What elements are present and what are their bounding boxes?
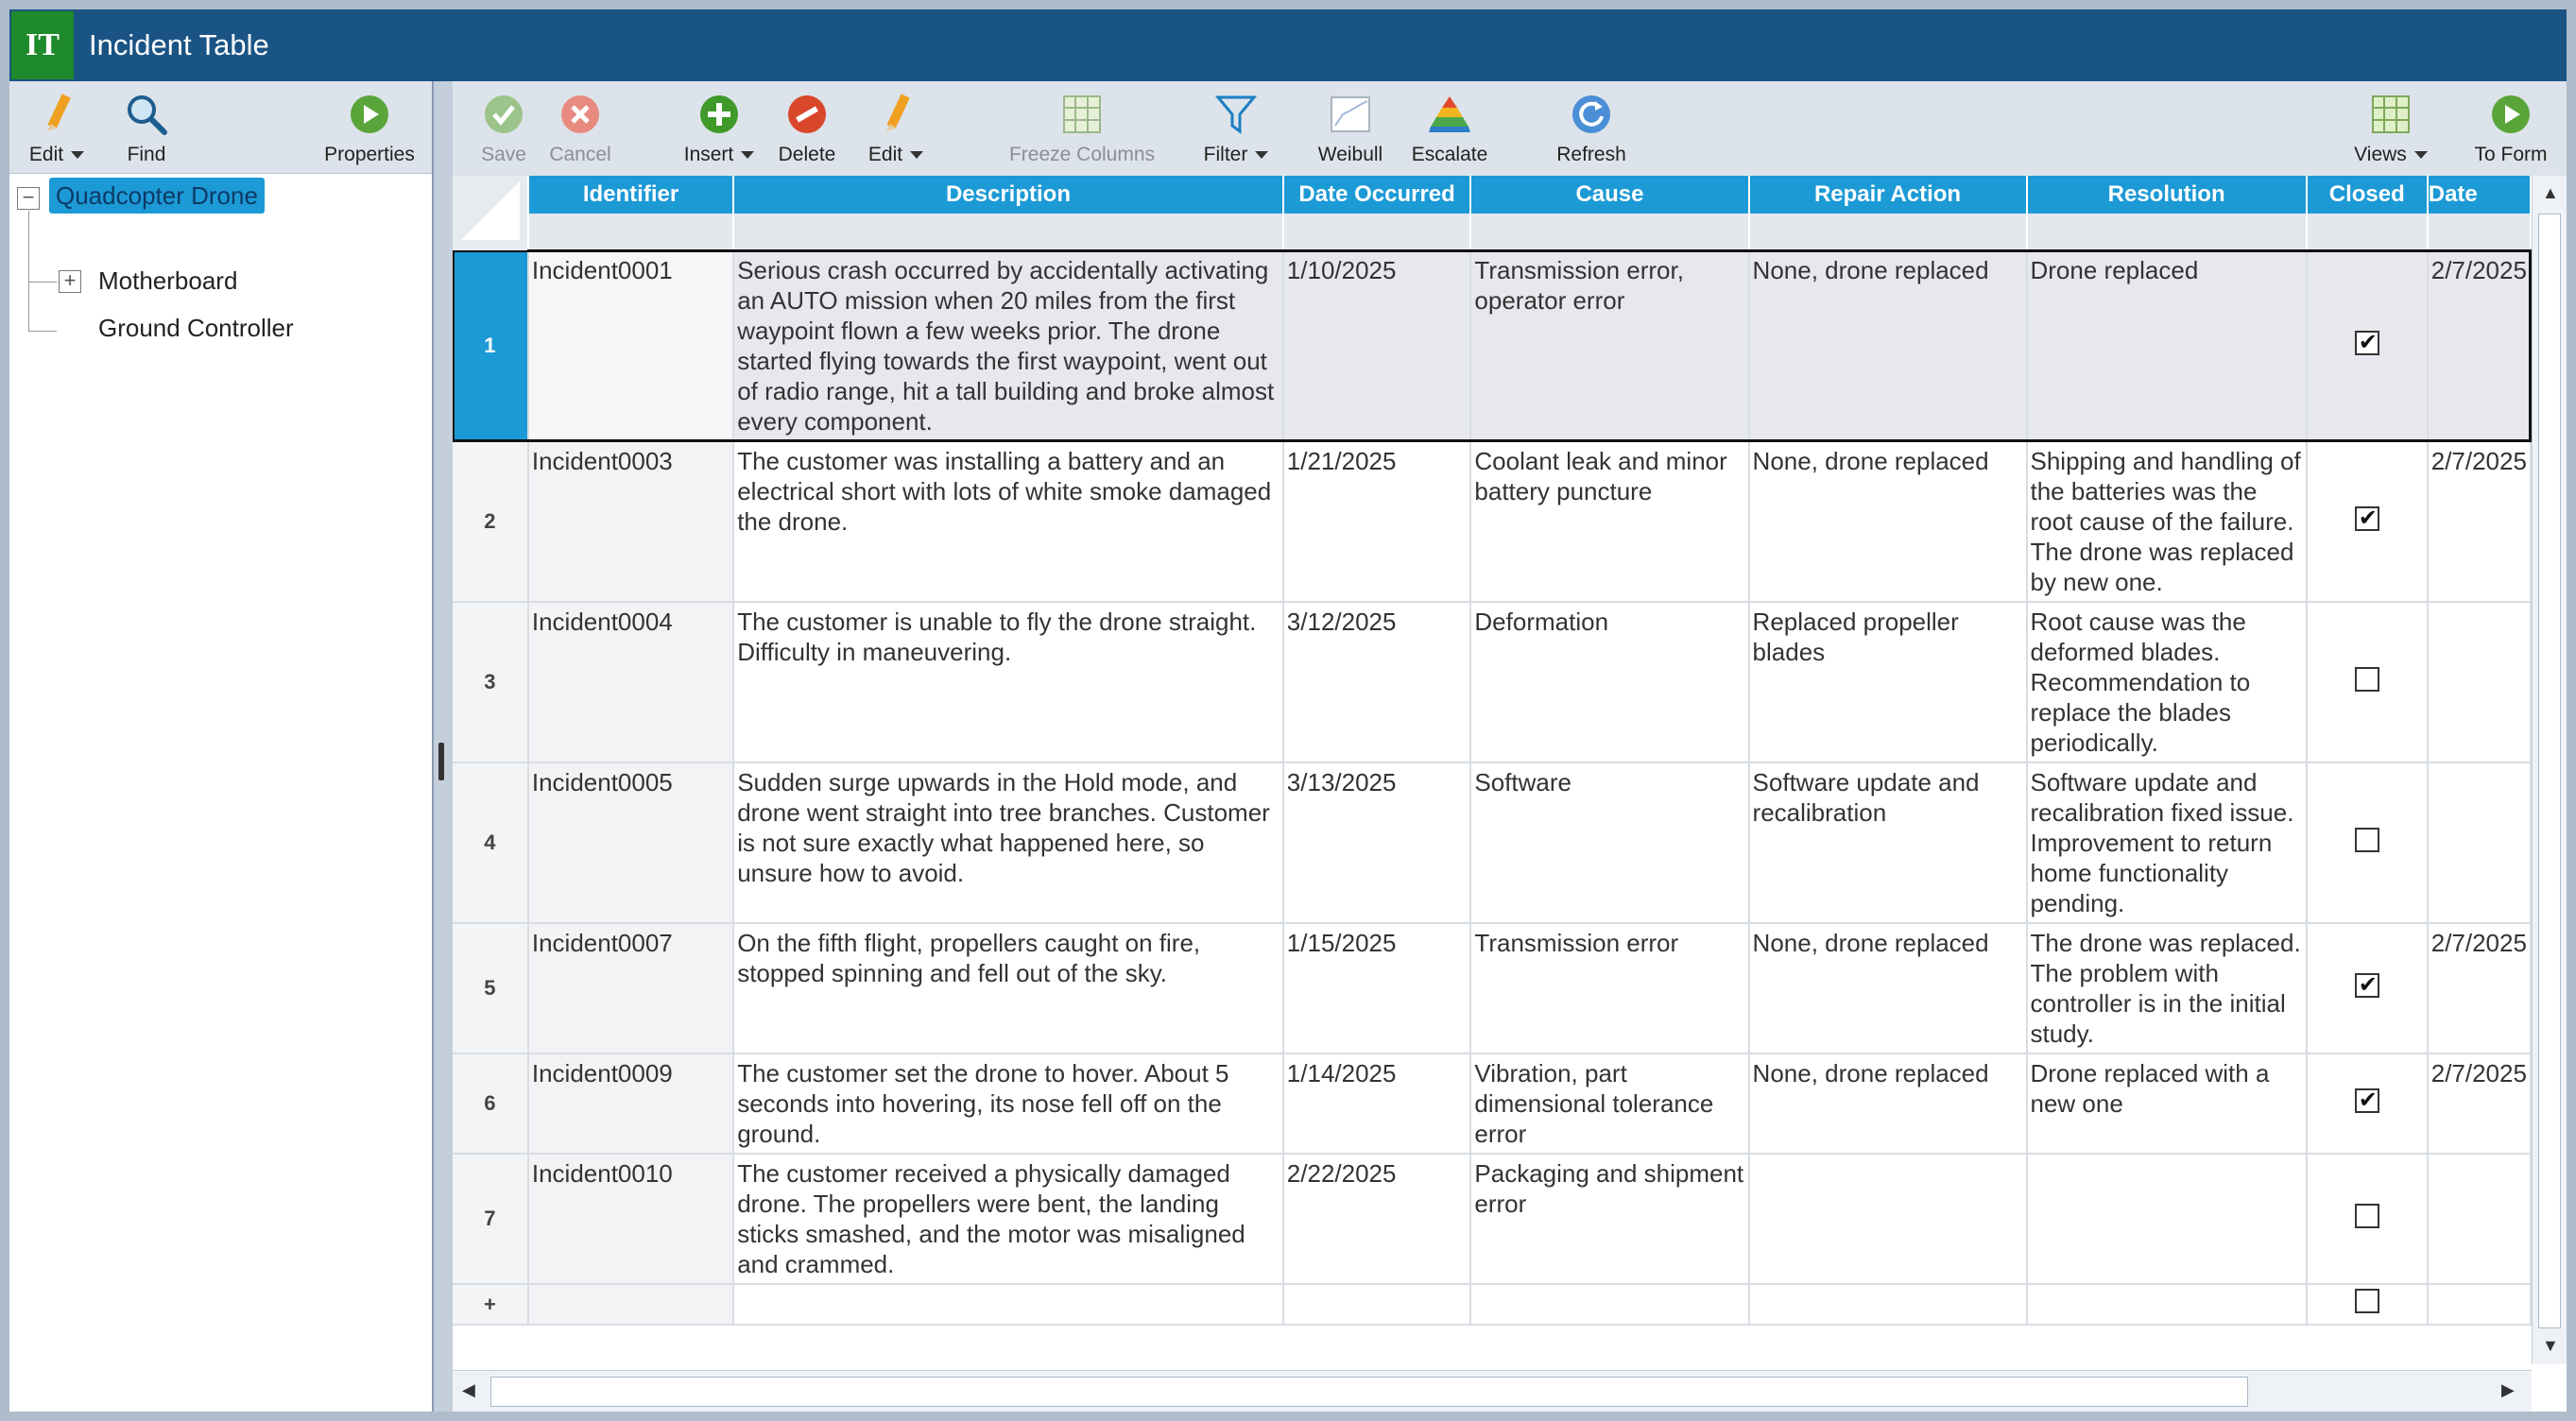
row-number[interactable]: 2 bbox=[453, 441, 528, 602]
freeze-columns-label: Freeze Columns bbox=[1008, 144, 1156, 165]
properties-label: Properties bbox=[324, 144, 415, 165]
app-logo: IT bbox=[11, 11, 74, 79]
cell-repair-action[interactable] bbox=[1749, 1154, 2027, 1284]
cell-date[interactable] bbox=[2428, 1284, 2531, 1325]
cancel-icon bbox=[557, 91, 604, 138]
cell-closed[interactable] bbox=[2307, 441, 2428, 602]
cell-description[interactable]: The customer set the drone to hover. About 5 seconds into hovering, its nose fell off on the ground. bbox=[733, 1053, 1283, 1154]
table-row[interactable] bbox=[453, 762, 2531, 923]
cell-identifier[interactable]: Incident0004 bbox=[528, 602, 733, 762]
save-button[interactable] bbox=[475, 81, 532, 174]
cell-description[interactable] bbox=[733, 1284, 1283, 1325]
to-form-label: To Form bbox=[2474, 144, 2548, 165]
collapse-icon[interactable]: − bbox=[17, 187, 40, 210]
row-number[interactable]: 4 bbox=[453, 762, 528, 923]
pyramid-icon bbox=[1426, 91, 1473, 138]
cell-resolution[interactable]: The drone was replaced. The problem with controller is in the initial study. bbox=[2027, 923, 2307, 1053]
cell-identifier[interactable]: Incident0005 bbox=[528, 762, 733, 923]
grid-icon bbox=[2367, 91, 2414, 138]
main-toolbar bbox=[453, 81, 2567, 176]
views-button[interactable] bbox=[2348, 81, 2433, 174]
title-bar bbox=[9, 9, 2567, 81]
filter-cell[interactable] bbox=[1470, 214, 1748, 251]
select-all-corner[interactable] bbox=[453, 176, 528, 250]
cell-date[interactable]: 2/7/2025 bbox=[2428, 441, 2531, 602]
cell-closed[interactable] bbox=[2307, 250, 2428, 441]
scroll-right-icon[interactable]: ▶ bbox=[2501, 1380, 2515, 1399]
main-panel bbox=[453, 81, 2567, 1412]
grid-icon bbox=[1058, 91, 1106, 138]
find-label: Find bbox=[127, 144, 166, 165]
edit-button[interactable] bbox=[863, 81, 929, 174]
cell-cause[interactable]: Software bbox=[1470, 762, 1748, 923]
cell-closed[interactable] bbox=[2307, 923, 2428, 1053]
column-header-repair-action[interactable]: Repair Action bbox=[1749, 176, 2027, 214]
splitter-grip[interactable] bbox=[438, 743, 444, 780]
cell-identifier[interactable]: Incident0003 bbox=[528, 441, 733, 602]
cell-resolution[interactable]: Software update and recalibration fixed issue. Improvement to return home functionality pending. bbox=[2027, 762, 2307, 923]
cell-date-occurred[interactable]: 1/10/2025 bbox=[1283, 250, 1471, 441]
row-number[interactable]: 6 bbox=[453, 1053, 528, 1154]
delete-button[interactable] bbox=[774, 81, 840, 174]
play-icon bbox=[346, 91, 393, 138]
cell-resolution[interactable] bbox=[2027, 1154, 2307, 1284]
horizontal-scrollbar[interactable] bbox=[453, 1370, 2532, 1412]
column-header-description[interactable]: Description bbox=[733, 176, 1283, 214]
cell-identifier[interactable] bbox=[528, 1284, 733, 1325]
cell-repair-action[interactable]: None, drone replaced bbox=[1749, 923, 2027, 1053]
table-row[interactable] bbox=[453, 1053, 2531, 1154]
vertical-scrollbar[interactable] bbox=[2532, 176, 2567, 1364]
cell-cause[interactable]: Transmission error bbox=[1470, 923, 1748, 1053]
table-row[interactable] bbox=[453, 602, 2531, 762]
row-number[interactable]: 3 bbox=[453, 602, 528, 762]
table-row[interactable] bbox=[453, 441, 2531, 602]
edit-label: Edit bbox=[867, 144, 903, 165]
cell-date-occurred[interactable]: 2/22/2025 bbox=[1283, 1154, 1471, 1284]
plus-icon bbox=[696, 91, 743, 138]
table-row[interactable] bbox=[453, 250, 2531, 441]
cell-cause[interactable]: Transmission error, operator error bbox=[1470, 250, 1748, 441]
escalate-label: Escalate bbox=[1411, 144, 1488, 165]
cell-identifier[interactable]: Incident0007 bbox=[528, 923, 733, 1053]
cell-description[interactable]: The customer is unable to fly the drone straight. Difficulty in maneuvering. bbox=[733, 602, 1283, 762]
freeze-columns-button[interactable] bbox=[995, 81, 1169, 174]
weibull-button[interactable] bbox=[1313, 81, 1388, 174]
row-number[interactable]: 7 bbox=[453, 1154, 528, 1284]
closed-checkbox[interactable] bbox=[2355, 1289, 2379, 1313]
left-edit-button[interactable] bbox=[19, 81, 94, 174]
cell-identifier[interactable]: Incident0009 bbox=[528, 1053, 733, 1154]
left-edit-label: Edit bbox=[28, 144, 64, 165]
filter-cell[interactable] bbox=[733, 214, 1283, 251]
cell-date-occurred[interactable]: 1/21/2025 bbox=[1283, 441, 1471, 602]
closed-checkbox[interactable] bbox=[2355, 828, 2379, 852]
column-header-date[interactable]: Date bbox=[2428, 176, 2531, 214]
magnifier-icon bbox=[123, 91, 170, 138]
left-panel bbox=[9, 81, 434, 1412]
cell-resolution[interactable]: Root cause was the deformed blades. Recommendation to replace the blades periodically. bbox=[2027, 602, 2307, 762]
save-label: Save bbox=[481, 144, 526, 165]
cell-date-occurred[interactable] bbox=[1283, 1284, 1471, 1325]
cell-date[interactable] bbox=[2428, 762, 2531, 923]
cell-cause[interactable]: Packaging and shipment error bbox=[1470, 1154, 1748, 1284]
column-header-date-occurred[interactable]: Date Occurred bbox=[1283, 176, 1471, 214]
weibull-chart-icon bbox=[1327, 91, 1374, 138]
insert-button[interactable] bbox=[679, 81, 759, 174]
cell-cause[interactable]: Coolant leak and minor battery puncture bbox=[1470, 441, 1748, 602]
cell-cause[interactable]: Vibration, part dimensional tolerance error bbox=[1470, 1053, 1748, 1154]
filter-cell[interactable] bbox=[2428, 214, 2531, 251]
column-header-identifier[interactable]: Identifier bbox=[528, 176, 733, 214]
row-number[interactable]: 1 bbox=[453, 250, 528, 441]
cell-closed[interactable] bbox=[2307, 762, 2428, 923]
chevron-down-icon bbox=[71, 151, 84, 159]
pencil-icon bbox=[872, 91, 919, 138]
play-icon bbox=[2487, 91, 2534, 138]
cell-cause[interactable]: Deformation bbox=[1470, 602, 1748, 762]
cell-repair-action[interactable]: None, drone replaced bbox=[1749, 250, 2027, 441]
cell-description[interactable]: The customer was installing a battery and an electrical short with lots of white smoke damaged the drone. bbox=[733, 441, 1283, 602]
chevron-down-icon bbox=[910, 151, 923, 159]
row-number[interactable]: 5 bbox=[453, 923, 528, 1053]
cell-resolution[interactable]: Drone replaced bbox=[2027, 250, 2307, 441]
cell-cause[interactable] bbox=[1470, 1284, 1748, 1325]
escalate-button[interactable] bbox=[1407, 81, 1492, 174]
weibull-label: Weibull bbox=[1317, 144, 1383, 165]
filter-button[interactable] bbox=[1194, 81, 1279, 174]
tree-item-quadcopter-drone[interactable] bbox=[49, 181, 265, 211]
incident-table bbox=[453, 176, 2532, 1326]
cell-repair-action[interactable]: Replaced propeller blades bbox=[1749, 602, 2027, 762]
cell-repair-action[interactable]: None, drone replaced bbox=[1749, 441, 2027, 602]
scroll-left-icon[interactable]: ◀ bbox=[462, 1380, 475, 1399]
cell-closed[interactable] bbox=[2307, 1154, 2428, 1284]
views-label: Views bbox=[2354, 144, 2407, 165]
cancel-button[interactable] bbox=[547, 81, 613, 174]
cell-date-occurred[interactable]: 3/13/2025 bbox=[1283, 762, 1471, 923]
filter-cell[interactable] bbox=[2027, 214, 2307, 251]
cell-repair-action[interactable]: None, drone replaced bbox=[1749, 1053, 2027, 1154]
chevron-down-icon bbox=[1255, 151, 1268, 159]
horizontal-scroll-thumb[interactable] bbox=[490, 1377, 2248, 1407]
filter-cell[interactable] bbox=[528, 214, 733, 251]
cell-identifier[interactable]: Incident0010 bbox=[528, 1154, 733, 1284]
cell-date-occurred[interactable]: 3/12/2025 bbox=[1283, 602, 1471, 762]
refresh-button[interactable] bbox=[1549, 81, 1634, 174]
properties-button[interactable] bbox=[318, 81, 421, 174]
refresh-label: Refresh bbox=[1556, 144, 1626, 165]
new-row-marker[interactable]: + bbox=[453, 1284, 528, 1325]
tree-root-label: Quadcopter Drone bbox=[49, 178, 265, 214]
refresh-icon bbox=[1568, 91, 1615, 138]
scroll-up-icon[interactable]: ▲ bbox=[2542, 183, 2559, 202]
filter-row bbox=[453, 214, 2531, 251]
closed-checkbox[interactable] bbox=[2355, 667, 2379, 692]
chevron-down-icon bbox=[741, 151, 754, 159]
filter-cell[interactable] bbox=[1283, 214, 1471, 251]
filter-icon bbox=[1212, 91, 1260, 138]
cell-description[interactable]: The customer received a physically damaged drone. The propellers were bent, the landing sticks smashed, and the motor was misaligned and crammed. bbox=[733, 1154, 1283, 1284]
delete-icon bbox=[783, 91, 831, 138]
cell-description[interactable]: On the fifth flight, propellers caught on fire, stopped spinning and fell out of the sky. bbox=[733, 923, 1283, 1053]
incident-grid bbox=[453, 176, 2532, 1364]
chevron-down-icon bbox=[2414, 151, 2428, 159]
new-row[interactable] bbox=[453, 1284, 2531, 1325]
corner-triangle-icon bbox=[454, 176, 525, 244]
closed-checkbox[interactable] bbox=[2355, 1204, 2379, 1228]
tree-item-motherboard[interactable]: Motherboard bbox=[98, 266, 238, 295]
closed-checkbox[interactable] bbox=[2355, 331, 2379, 355]
cell-closed[interactable] bbox=[2307, 1053, 2428, 1154]
table-row[interactable] bbox=[453, 1154, 2531, 1284]
find-button[interactable] bbox=[113, 81, 180, 174]
pencil-icon bbox=[33, 91, 80, 138]
cell-date[interactable] bbox=[2428, 602, 2531, 762]
cell-date[interactable]: 2/7/2025 bbox=[2428, 1053, 2531, 1154]
cell-description[interactable]: Sudden surge upwards in the Hold mode, and drone went straight into tree branches. Customer is not sure exactly what happened here, so unsure how to avoid. bbox=[733, 762, 1283, 923]
cell-date-occurred[interactable]: 1/14/2025 bbox=[1283, 1053, 1471, 1154]
cell-description[interactable]: Serious crash occurred by accidentally activating an AUTO mission when 20 miles from the first waypoint flown a few weeks prior. The drone started flying towards the first waypoint, went out of radio range, hit a tall building and broke almost every component. bbox=[733, 250, 1283, 441]
vertical-scroll-thumb[interactable] bbox=[2538, 214, 2561, 1328]
filter-cell[interactable] bbox=[1749, 214, 2027, 251]
cell-repair-action[interactable]: Software update and recalibration bbox=[1749, 762, 2027, 923]
tree-line bbox=[28, 211, 29, 332]
cell-date-occurred[interactable]: 1/15/2025 bbox=[1283, 923, 1471, 1053]
cell-resolution[interactable]: Drone replaced with a new one bbox=[2027, 1053, 2307, 1154]
cell-resolution[interactable]: Shipping and handling of the batteries was the root cause of the failure. The drone was replaced by new one. bbox=[2027, 441, 2307, 602]
expand-icon[interactable]: + bbox=[59, 270, 81, 293]
insert-label: Insert bbox=[683, 144, 734, 165]
panel-splitter[interactable] bbox=[434, 81, 453, 1412]
check-icon bbox=[480, 91, 527, 138]
filter-label: Filter bbox=[1203, 144, 1248, 165]
to-form-button[interactable] bbox=[2465, 81, 2556, 174]
cell-date[interactable] bbox=[2428, 1154, 2531, 1284]
column-header-resolution[interactable]: Resolution bbox=[2027, 176, 2307, 214]
cell-identifier[interactable]: Incident0001 bbox=[528, 250, 733, 441]
cell-closed[interactable] bbox=[2307, 1284, 2428, 1325]
delete-label: Delete bbox=[778, 144, 836, 165]
cancel-label: Cancel bbox=[549, 144, 611, 165]
scroll-down-icon[interactable]: ▼ bbox=[2542, 1336, 2559, 1355]
cell-date[interactable]: 2/7/2025 bbox=[2428, 923, 2531, 1053]
tree-item-ground-controller[interactable]: Ground Controller bbox=[98, 314, 294, 342]
closed-checkbox[interactable] bbox=[2355, 1088, 2379, 1113]
cell-resolution[interactable] bbox=[2027, 1284, 2307, 1325]
cell-closed[interactable] bbox=[2307, 602, 2428, 762]
column-header-closed[interactable]: Closed bbox=[2307, 176, 2428, 214]
closed-checkbox[interactable] bbox=[2355, 973, 2379, 998]
table-row[interactable] bbox=[453, 923, 2531, 1053]
filter-cell[interactable] bbox=[2307, 214, 2428, 251]
cell-date[interactable]: 2/7/2025 bbox=[2428, 250, 2531, 441]
left-toolbar bbox=[9, 81, 432, 174]
closed-checkbox[interactable] bbox=[2355, 506, 2379, 531]
window-title: Incident Table bbox=[89, 28, 269, 61]
column-header-cause[interactable]: Cause bbox=[1470, 176, 1748, 214]
cell-repair-action[interactable] bbox=[1749, 1284, 2027, 1325]
tree-line bbox=[28, 331, 57, 332]
